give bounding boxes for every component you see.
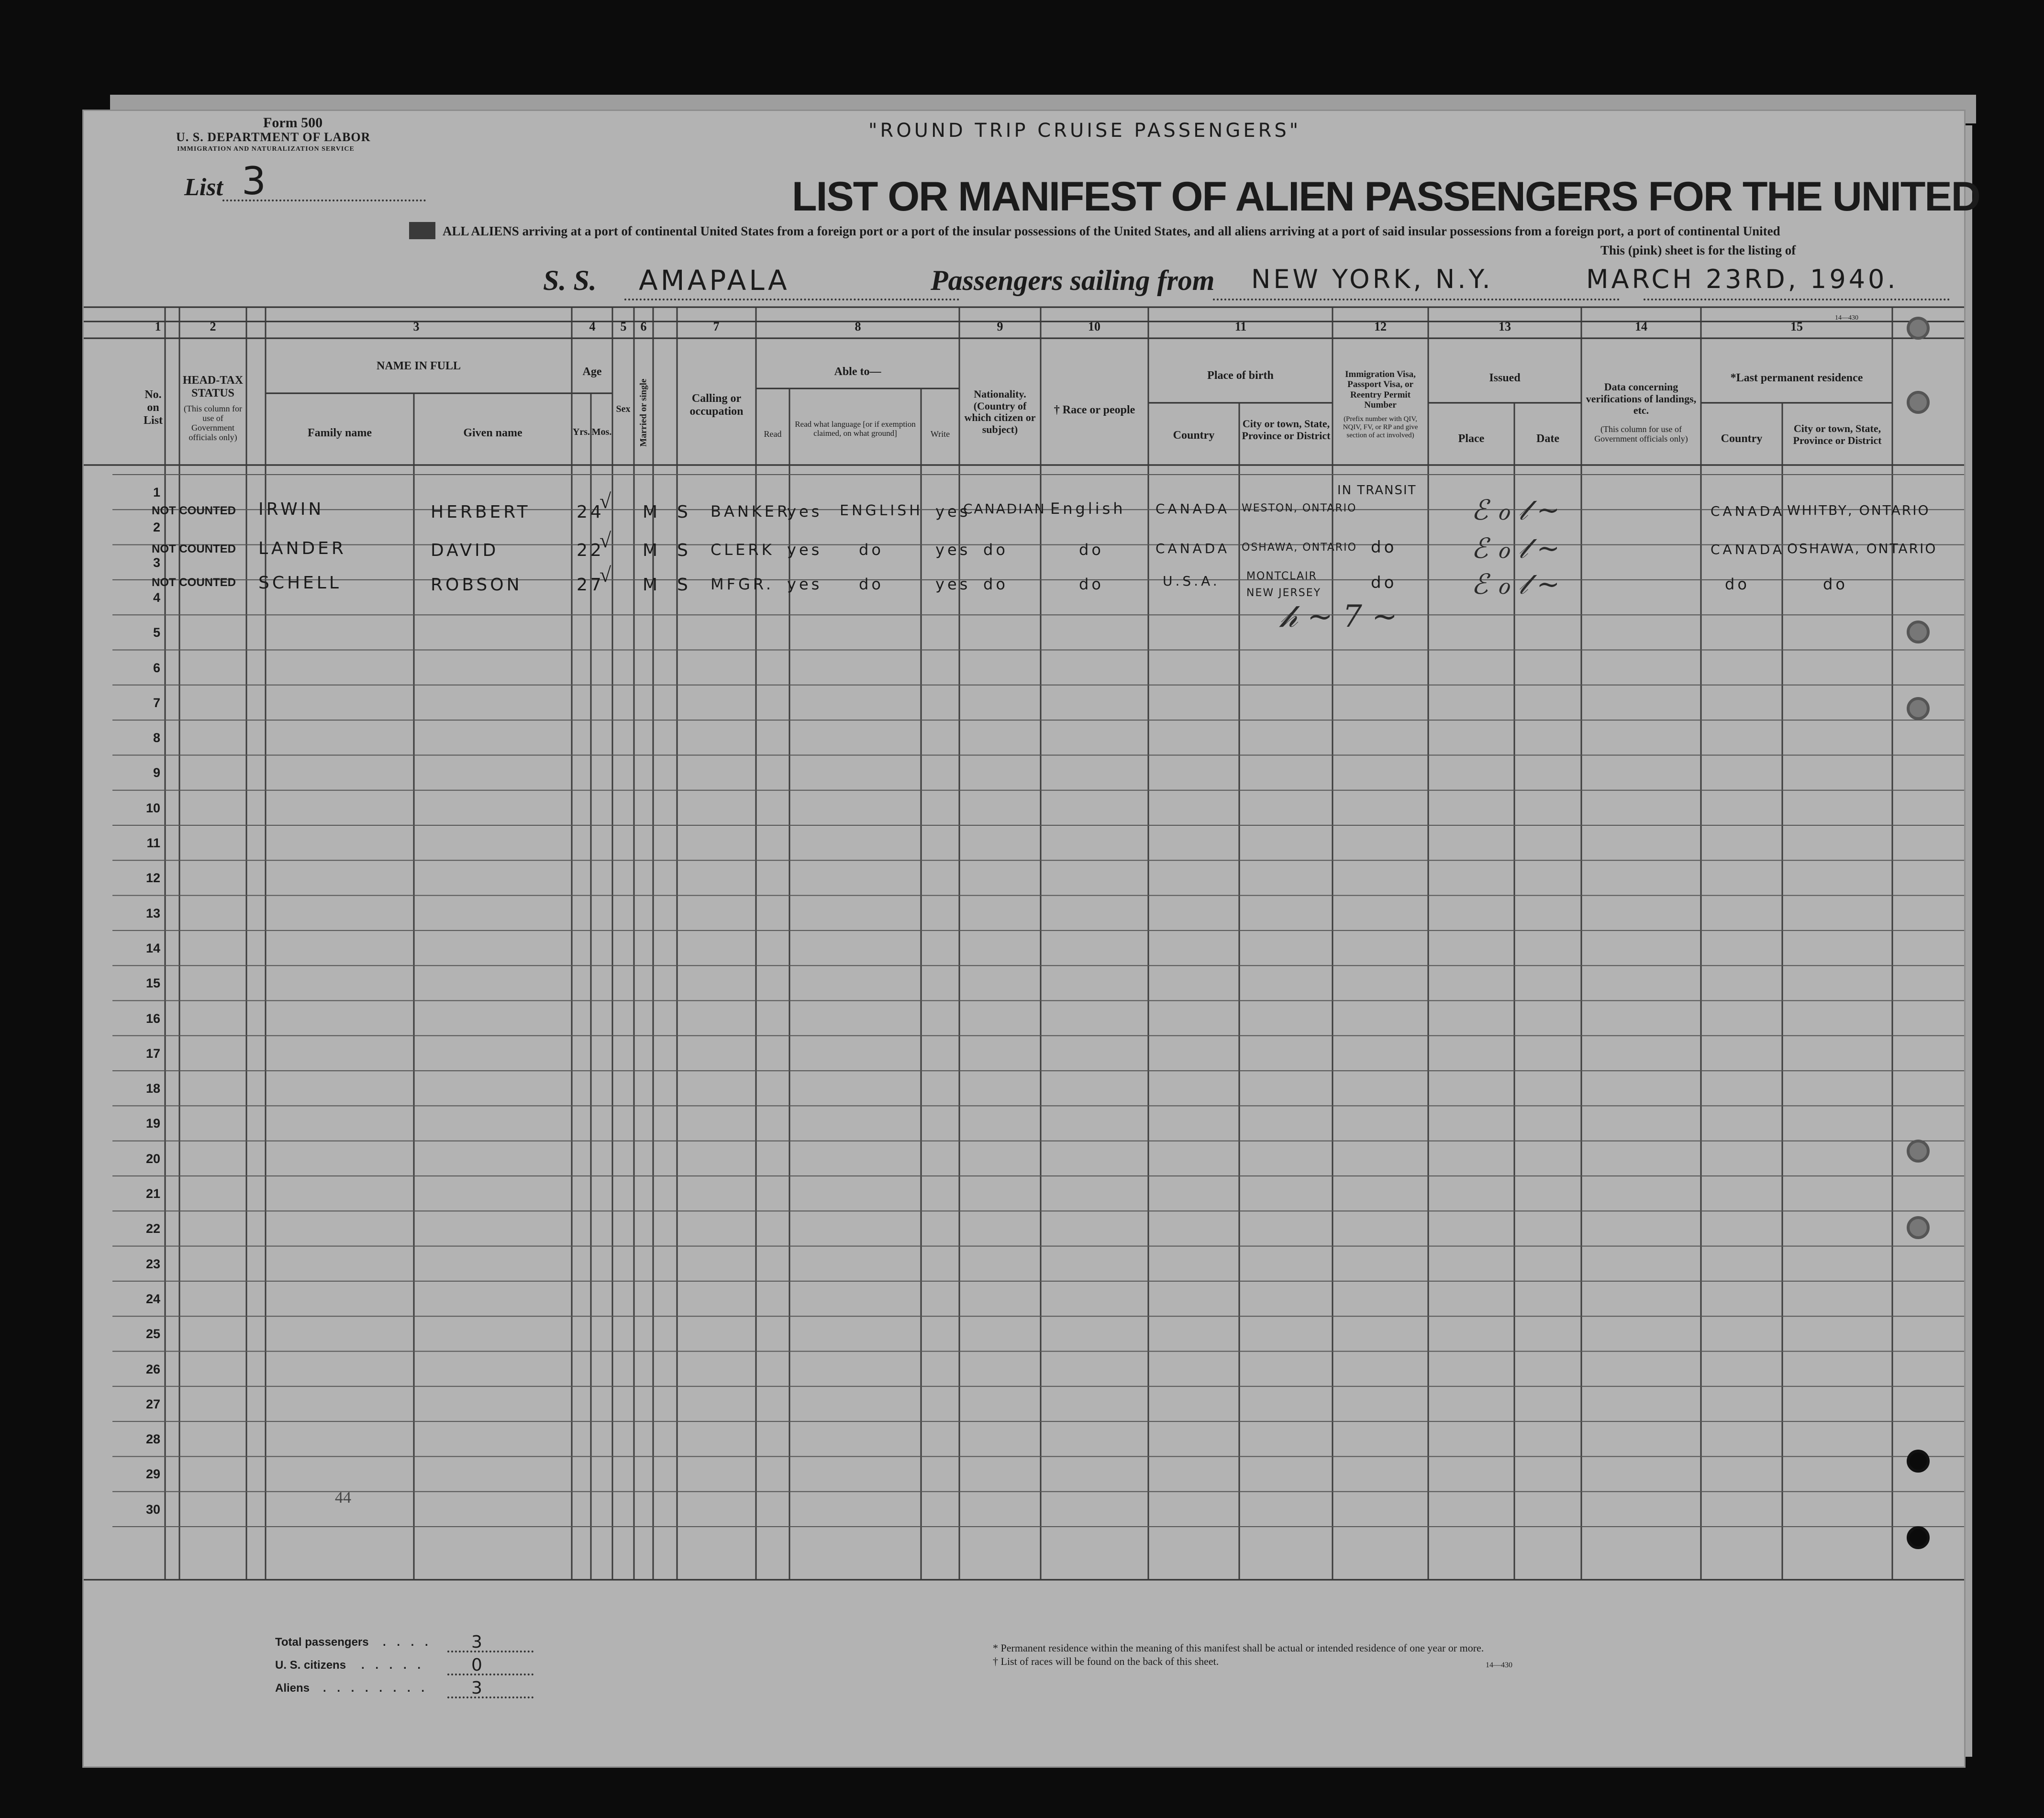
- total-leader-dots: . . . .: [383, 1636, 432, 1649]
- row-3-read: yes: [787, 575, 822, 593]
- row-2-write: yes: [935, 541, 971, 559]
- row-1-age-check: √: [600, 489, 611, 513]
- header-nationality: Nationality. (Country of which citizen or subject): [964, 388, 1036, 435]
- row-2-age-check: √: [600, 529, 611, 552]
- row-number: 14: [145, 941, 160, 955]
- header-landing-data: Data concerning verifications of landings, etc.: [1586, 381, 1697, 417]
- row-number: 28: [145, 1432, 160, 1446]
- row-number: 10: [145, 801, 160, 815]
- row-number: 2: [153, 520, 160, 534]
- row-3-res-country: do: [1725, 575, 1750, 593]
- header-given-name: Given name: [463, 427, 522, 439]
- row-number: 5: [153, 625, 160, 640]
- header-head-tax-note: (This column for use of Government officials only): [184, 404, 242, 443]
- row-3-race: do: [1079, 575, 1104, 593]
- row-1-read: yes: [787, 502, 822, 521]
- header-visa-note: (Prefix number with QIV, NQIV, FV, or RP and give section of act involved): [1343, 415, 1418, 439]
- row-1-sex: M: [643, 502, 661, 522]
- inspector-signature-2: ℰ ℴ 𝓁 ~: [1471, 532, 1560, 565]
- row-3-nationality: do: [983, 575, 1008, 593]
- row-1-race: English: [1050, 499, 1126, 518]
- total-passengers-line: [447, 1651, 533, 1652]
- inspector-time-signature: 𝒽 ~ 7 ~: [1280, 599, 1398, 634]
- binder-hole: [1907, 697, 1930, 720]
- col-number-8: 8: [855, 320, 861, 333]
- us-citizens-value: 0: [471, 1655, 485, 1675]
- row-number: 24: [145, 1292, 160, 1306]
- us-citizens-label: U. S. citizens: [275, 1659, 346, 1672]
- row-1-language: ENGLISH: [840, 502, 923, 519]
- row-number: 11: [146, 836, 160, 850]
- form-number: Form 500: [263, 115, 323, 131]
- header-landing-note: (This column for use of Government officials only): [1594, 424, 1688, 444]
- col-number-4: 4: [589, 320, 596, 333]
- row-3-write: yes: [935, 575, 971, 593]
- row-number: 8: [153, 731, 160, 745]
- header-res-country: Country: [1721, 432, 1763, 445]
- header-issued-date: Date: [1536, 432, 1559, 445]
- row-number: 25: [145, 1327, 160, 1341]
- col-number-15: 15: [1790, 320, 1803, 333]
- row-number: 29: [145, 1467, 160, 1481]
- row-number: 21: [145, 1186, 160, 1201]
- binder-hole: [1907, 1216, 1930, 1239]
- aliens-value: 3: [471, 1678, 485, 1698]
- row-number: 19: [145, 1116, 160, 1131]
- row-number: 12: [145, 871, 160, 885]
- footnote-races: † List of races will be found on the back of this sheet.: [993, 1655, 1219, 1667]
- row-number: 16: [145, 1011, 160, 1026]
- row-1-birth-city: WESTON, ONTARIO: [1242, 502, 1357, 514]
- row-3-age-check: √: [600, 563, 611, 587]
- header-read-language: Read what language [or if exemption claimed, on what ground]: [795, 420, 916, 438]
- header-name-in-full: NAME IN FULL: [376, 360, 461, 372]
- ship-prefix: S. S.: [543, 265, 597, 296]
- col-number-7: 7: [713, 320, 720, 333]
- header-place-of-birth: Place of birth: [1207, 369, 1274, 382]
- header-last-residence: *Last permanent residence: [1730, 372, 1863, 384]
- row-2-read: yes: [787, 541, 822, 559]
- header-issued: Issued: [1489, 372, 1521, 384]
- header-no-on-list: No. on List: [143, 388, 163, 427]
- header-head-tax: HEAD-TAX STATUS: [182, 374, 244, 399]
- binder-hole: [1907, 1450, 1930, 1473]
- col-number-11: 11: [1234, 320, 1247, 333]
- instruction-line-2: This (pink) sheet is for the listing of: [1600, 243, 1796, 257]
- row-2-family-name: LANDER: [258, 539, 346, 558]
- row-1-occupation: BANKER: [711, 502, 791, 521]
- col-number-5: 5: [620, 320, 627, 333]
- row-2-married: S: [677, 541, 691, 560]
- footnote-code: 14—430: [1486, 1661, 1512, 1669]
- row-2-sex: M: [643, 541, 661, 560]
- row-2-res-city: OSHAWA, ONTARIO: [1787, 541, 1937, 556]
- list-label: List: [184, 174, 223, 201]
- header-calling: Calling or occupation: [689, 392, 744, 418]
- row-number: 7: [153, 696, 160, 710]
- header-race: † Race or people: [1054, 404, 1135, 416]
- row-1-married: S: [677, 502, 691, 522]
- header-visa: Immigration Visa, Passport Visa, or Reentry Permit Number: [1345, 369, 1416, 410]
- aliens-leader-dots: . . . . . . . .: [323, 1682, 429, 1695]
- row-number: 6: [153, 661, 160, 675]
- row-1-res-country: CANADA: [1711, 503, 1785, 519]
- manifest-grid: [84, 111, 1964, 1766]
- col-number-3: 3: [413, 320, 420, 333]
- header-write: Write: [930, 429, 950, 439]
- row-3-married: S: [677, 575, 691, 595]
- row-number: 1: [153, 485, 160, 499]
- row-2-birth-country: CANADA: [1155, 541, 1230, 556]
- row-2-occupation: CLERK: [711, 541, 775, 559]
- row-1-given-name: HERBERT: [431, 502, 531, 522]
- col-number-10: 10: [1088, 320, 1100, 333]
- row-number: 26: [145, 1362, 160, 1376]
- port-name: NEW YORK, N.Y.: [1251, 264, 1493, 294]
- row-3-given-name: ROBSON: [431, 575, 522, 595]
- binder-hole: [1907, 1140, 1930, 1163]
- header-read: Read: [764, 429, 782, 439]
- header-able-to: Able to—: [834, 366, 881, 378]
- list-number: 3: [242, 159, 269, 203]
- col-number-1: 1: [155, 320, 161, 333]
- sailing-date: MARCH 23RD, 1940.: [1586, 264, 1899, 294]
- row-2-visa: do: [1371, 538, 1397, 557]
- stamp-number: 44: [335, 1489, 351, 1507]
- header-age-mos: Mos.: [591, 427, 612, 437]
- col-number-14: 14: [1635, 320, 1647, 333]
- row-2-age-years: 22: [577, 541, 604, 560]
- inspector-signature-1: ℰ ℴ 𝓁 ~: [1471, 494, 1560, 526]
- row-number: 23: [145, 1257, 160, 1271]
- manifest-title: LIST OR MANIFEST OF ALIEN PASSENGERS FOR THE UNITED: [792, 174, 1980, 220]
- row-1-age-years: 24: [577, 502, 604, 522]
- binder-hole: [1907, 1526, 1930, 1549]
- row-number: 22: [145, 1221, 160, 1236]
- row-3-birth-country: U.S.A.: [1163, 573, 1220, 589]
- footnote-residence: * Permanent residence within the meaning of this manifest shall be actual or intended residence of one year or more.: [993, 1642, 1484, 1654]
- row-3-birth-city-line-2: NEW JERSEY: [1246, 587, 1322, 599]
- row-number: 27: [145, 1397, 160, 1411]
- row-number: 30: [145, 1502, 160, 1517]
- ship-name: AMAPALA: [639, 264, 790, 297]
- row-3-family-name: SCHELL: [258, 573, 342, 593]
- row-2-head-tax: NOT COUNTED: [152, 543, 236, 555]
- header-family-name: Family name: [308, 427, 372, 439]
- row-1-nationality: CANADIAN: [963, 501, 1046, 517]
- row-3-visa: do: [1371, 573, 1397, 592]
- aliens-label: Aliens: [275, 1682, 310, 1695]
- sailing-label: Passengers sailing from: [931, 265, 1215, 296]
- binder-hole: [1907, 317, 1930, 340]
- header-sex: Sex: [616, 404, 631, 414]
- round-trip-annotation: "ROUND TRIP CRUISE PASSENGERS": [868, 120, 1301, 142]
- row-number: 4: [153, 590, 160, 605]
- row-1-write: yes: [935, 502, 971, 521]
- row-3-language: do: [859, 575, 884, 593]
- manifest-sheet: [84, 111, 1980, 1766]
- row-2-race: do: [1079, 541, 1104, 559]
- instruction-line-1: ALL ALIENS arriving at a port of continental United States from a foreign port or a port of the insular possessions of the United States, and all aliens arriving at a port of said insular possessions from a foreign port, a port of continental United: [443, 224, 1780, 238]
- header-res-city: City or town, State, Province or District: [1793, 422, 1882, 446]
- row-3-birth-city-line-1: MONTCLAIR: [1246, 570, 1317, 582]
- row-1-head-tax: NOT COUNTED: [152, 504, 236, 517]
- department-subtitle: IMMIGRATION AND NATURALIZATION SERVICE: [177, 145, 355, 153]
- print-code-top: 14—430: [1835, 314, 1858, 321]
- header-birth-country: Country: [1173, 429, 1215, 442]
- header-birth-city: City or town, State, Province or District: [1242, 418, 1331, 442]
- row-1-birth-country: CANADA: [1155, 501, 1230, 517]
- row-2-language: do: [859, 541, 884, 559]
- aliens-line: [447, 1696, 533, 1698]
- citizens-leader-dots: . . . . .: [361, 1659, 425, 1672]
- row-3-head-tax: NOT COUNTED: [152, 576, 236, 589]
- col-number-2: 2: [210, 320, 216, 333]
- total-passengers-label: Total passengers: [275, 1636, 369, 1649]
- col-number-13: 13: [1499, 320, 1511, 333]
- row-number: 17: [145, 1046, 160, 1061]
- row-number: 9: [153, 765, 160, 780]
- row-1-res-city: WHITBY, ONTARIO: [1787, 502, 1930, 518]
- header-age-yrs: Yrs.: [572, 427, 590, 437]
- us-citizens-line: [447, 1674, 533, 1675]
- header-age: Age: [582, 366, 602, 378]
- row-3-sex: M: [643, 575, 661, 595]
- header-issued-place: Place: [1458, 432, 1485, 445]
- header-married-or-single: Married or single: [638, 378, 649, 447]
- col-number-9: 9: [997, 320, 1003, 333]
- binder-hole: [1907, 621, 1930, 643]
- row-1-family-name: IRWIN: [258, 499, 324, 519]
- col-number-6: 6: [640, 320, 647, 333]
- row-number: 3: [153, 555, 160, 570]
- row-3-age-years: 27: [577, 575, 604, 595]
- total-passengers-value: 3: [471, 1632, 485, 1652]
- department-name: U. S. DEPARTMENT OF LABOR: [176, 130, 371, 144]
- inspector-signature-3: ℰ ℴ 𝓁 ~: [1471, 568, 1560, 600]
- row-2-birth-city: OSHAWA, ONTARIO: [1242, 542, 1357, 554]
- row-number: 18: [145, 1081, 160, 1096]
- binder-hole: [1907, 391, 1930, 414]
- col-number-12: 12: [1374, 320, 1387, 333]
- row-3-occupation: MFGR.: [711, 575, 774, 593]
- row-number: 13: [145, 906, 160, 920]
- row-1-visa: IN TRANSIT: [1337, 483, 1417, 498]
- row-number: 15: [145, 976, 160, 990]
- row-3-res-city: do: [1823, 575, 1848, 593]
- row-2-nationality: do: [983, 541, 1008, 559]
- row-2-given-name: DAVID: [431, 541, 499, 560]
- row-number: 20: [145, 1152, 160, 1166]
- row-2-res-country: CANADA: [1711, 542, 1785, 557]
